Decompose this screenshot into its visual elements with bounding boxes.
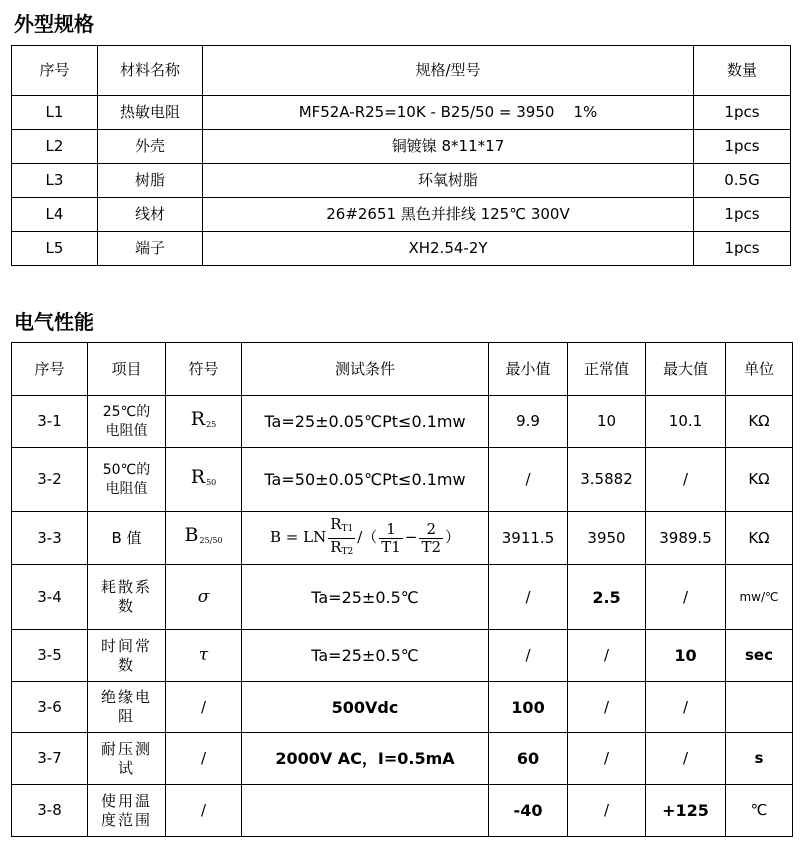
elec-no: 3-8 bbox=[12, 785, 88, 837]
elec-typ: / bbox=[568, 733, 646, 785]
elec-symbol: / bbox=[166, 733, 242, 785]
elec-item bbox=[88, 785, 166, 837]
elec-symbol: / bbox=[166, 682, 242, 733]
spec-no: L5 bbox=[12, 232, 98, 266]
elec-typ: 10 bbox=[568, 396, 646, 448]
elec-item-line1: 绝缘电 bbox=[100, 688, 152, 706]
elec-max: 10 bbox=[646, 630, 726, 682]
spec-spec: XH2.54-2Y bbox=[203, 232, 694, 266]
elec-unit: KΩ bbox=[726, 512, 793, 565]
elec-typ: 3950 bbox=[568, 512, 646, 565]
tau-symbol: τ bbox=[198, 645, 209, 665]
elec-typ: / bbox=[568, 630, 646, 682]
symbol-sub: 25/50 bbox=[199, 536, 223, 545]
table-row bbox=[12, 96, 791, 130]
elec-unit: KΩ bbox=[726, 396, 793, 448]
formula-f1-den: T1 bbox=[381, 537, 401, 556]
elec-condition: Ta=50±0.05℃Pt≤0.1mw bbox=[242, 448, 489, 512]
elec-item bbox=[88, 448, 166, 512]
elec-header-item: 项目 bbox=[88, 343, 166, 396]
spec-spec: 环氧树脂 bbox=[203, 164, 694, 198]
spec-header-qty: 数量 bbox=[694, 46, 791, 96]
elec-min: -40 bbox=[489, 785, 568, 837]
table-row bbox=[12, 682, 793, 733]
elec-header-unit: 单位 bbox=[726, 343, 793, 396]
elec-condition: Ta=25±0.5℃ bbox=[242, 565, 489, 630]
table-row bbox=[12, 512, 793, 565]
elec-symbol bbox=[166, 630, 242, 682]
spec-qty: 1pcs bbox=[694, 130, 791, 164]
spec-spec: 26#2651 黑色并排线 125℃ 300V bbox=[203, 198, 694, 232]
spec-spec: 铜镀镍 8*11*17 bbox=[203, 130, 694, 164]
spec-no: L4 bbox=[12, 198, 98, 232]
table-row bbox=[12, 448, 793, 512]
elec-table bbox=[11, 342, 793, 837]
elec-min: / bbox=[489, 565, 568, 630]
table-row bbox=[12, 565, 793, 630]
elec-unit: ℃ bbox=[726, 785, 793, 837]
spec-no: L3 bbox=[12, 164, 98, 198]
elec-min: / bbox=[489, 630, 568, 682]
elec-item-line1: 使用温 bbox=[100, 791, 152, 810]
formula-f1-num: 1 bbox=[379, 521, 403, 539]
spec-material: 端子 bbox=[98, 232, 203, 266]
elec-max: / bbox=[646, 448, 726, 512]
elec-unit: sec bbox=[726, 630, 793, 682]
elec-no: 3-7 bbox=[12, 733, 88, 785]
spec-section-title: 外型规格 bbox=[14, 12, 94, 36]
elec-item bbox=[88, 565, 166, 630]
elec-header-symbol: 符号 bbox=[166, 343, 242, 396]
symbol-main: R bbox=[190, 465, 206, 488]
elec-header-row bbox=[12, 343, 793, 396]
elec-symbol bbox=[166, 512, 242, 565]
elec-condition: 2000V AC，I=0.5mA bbox=[242, 733, 489, 785]
elec-typ: / bbox=[568, 785, 646, 837]
elec-no: 3-3 bbox=[12, 512, 88, 565]
elec-item-line1: 时间常 bbox=[100, 636, 152, 655]
elec-item-line2: 数 bbox=[117, 655, 135, 674]
formula-f2-den: T2 bbox=[421, 537, 441, 556]
formula-f2-num: 2 bbox=[419, 521, 443, 539]
formula-fraction-2 bbox=[419, 521, 443, 556]
elec-unit: s bbox=[726, 733, 793, 785]
elec-item-line2: 试 bbox=[117, 758, 135, 777]
elec-max: +125 bbox=[646, 785, 726, 837]
elec-section-title: 电气性能 bbox=[14, 310, 94, 334]
elec-item-line2: 数 bbox=[117, 597, 135, 615]
symbol-main: R bbox=[190, 407, 206, 430]
formula-fraction-r bbox=[328, 516, 355, 561]
spec-no: L1 bbox=[12, 96, 98, 130]
elec-unit bbox=[726, 682, 793, 733]
elec-min: 100 bbox=[489, 682, 568, 733]
elec-item bbox=[88, 630, 166, 682]
spec-qty: 0.5G bbox=[694, 164, 791, 198]
elec-max: / bbox=[646, 565, 726, 630]
formula-minus: − bbox=[404, 528, 418, 546]
spec-qty: 1pcs bbox=[694, 96, 791, 130]
elec-header-condition: 测试条件 bbox=[242, 343, 489, 396]
elec-item-line2: 电阻值 bbox=[105, 480, 148, 497]
b-value-formula bbox=[269, 514, 461, 557]
elec-no: 3-1 bbox=[12, 396, 88, 448]
spec-qty: 1pcs bbox=[694, 198, 791, 232]
elec-header-max: 最大值 bbox=[646, 343, 726, 396]
elec-item bbox=[88, 682, 166, 733]
table-row bbox=[12, 396, 793, 448]
elec-item-line1: 耐压测 bbox=[100, 739, 152, 758]
spec-material: 线材 bbox=[98, 198, 203, 232]
spec-header-no: 序号 bbox=[12, 46, 98, 96]
elec-item-line2: 度范围 bbox=[100, 810, 152, 829]
elec-item-line1: 50℃的 bbox=[102, 461, 151, 478]
spec-material: 热敏电阻 bbox=[98, 96, 203, 130]
spec-table bbox=[11, 45, 791, 266]
elec-item-line2: 电阻值 bbox=[105, 422, 148, 439]
elec-typ: / bbox=[568, 682, 646, 733]
elec-symbol bbox=[166, 396, 242, 448]
elec-no: 3-5 bbox=[12, 630, 88, 682]
table-row bbox=[12, 785, 793, 837]
elec-header-min: 最小值 bbox=[489, 343, 568, 396]
formula-r-den: R bbox=[330, 537, 342, 556]
spec-material: 外壳 bbox=[98, 130, 203, 164]
elec-item: B 值 bbox=[88, 512, 166, 565]
elec-condition: 500Vdc bbox=[242, 682, 489, 733]
elec-max: 3989.5 bbox=[646, 512, 726, 565]
elec-max: / bbox=[646, 733, 726, 785]
sigma-symbol: σ bbox=[197, 586, 210, 607]
formula-fraction-1 bbox=[379, 521, 403, 556]
spec-header-row bbox=[12, 46, 791, 96]
spec-header-material: 材料名称 bbox=[98, 46, 203, 96]
elec-min: 60 bbox=[489, 733, 568, 785]
formula-r-num: R bbox=[330, 514, 342, 533]
elec-typ: 2.5 bbox=[568, 565, 646, 630]
elec-min: 3911.5 bbox=[489, 512, 568, 565]
elec-unit: mw/℃ bbox=[726, 565, 793, 630]
elec-header-no: 序号 bbox=[12, 343, 88, 396]
spec-no: L2 bbox=[12, 130, 98, 164]
elec-condition bbox=[242, 785, 489, 837]
formula-r-num-sub: T1 bbox=[341, 523, 354, 534]
elec-item-line1: 耗散系 bbox=[100, 578, 152, 596]
table-row bbox=[12, 198, 791, 232]
elec-item bbox=[88, 396, 166, 448]
elec-condition bbox=[242, 512, 489, 565]
table-row bbox=[12, 130, 791, 164]
elec-symbol bbox=[166, 448, 242, 512]
elec-max: / bbox=[646, 682, 726, 733]
formula-r-den-sub: T2 bbox=[341, 546, 354, 557]
symbol-sub: 25 bbox=[206, 419, 217, 429]
table-row bbox=[12, 630, 793, 682]
elec-unit: KΩ bbox=[726, 448, 793, 512]
table-row bbox=[12, 232, 791, 266]
elec-min: / bbox=[489, 448, 568, 512]
spec-qty: 1pcs bbox=[694, 232, 791, 266]
table-row bbox=[12, 164, 791, 198]
elec-symbol: / bbox=[166, 785, 242, 837]
symbol-sub: 50 bbox=[206, 477, 217, 487]
elec-no: 3-6 bbox=[12, 682, 88, 733]
elec-header-typ: 正常值 bbox=[568, 343, 646, 396]
elec-no: 3-2 bbox=[12, 448, 88, 512]
table-row bbox=[12, 733, 793, 785]
elec-item-line2: 阻 bbox=[117, 707, 135, 725]
elec-typ: 3.5882 bbox=[568, 448, 646, 512]
elec-condition: Ta=25±0.05℃Pt≤0.1mw bbox=[242, 396, 489, 448]
elec-no: 3-4 bbox=[12, 565, 88, 630]
spec-header-spec: 规格/型号 bbox=[203, 46, 694, 96]
spec-spec: MF52A-R25=10K - B25/50 = 3950 1% bbox=[203, 96, 694, 130]
formula-mid: /（ bbox=[357, 528, 378, 546]
elec-item bbox=[88, 733, 166, 785]
elec-symbol bbox=[166, 565, 242, 630]
elec-max: 10.1 bbox=[646, 396, 726, 448]
spec-material: 树脂 bbox=[98, 164, 203, 198]
elec-item-line1: 25℃的 bbox=[102, 403, 151, 420]
formula-suffix: ） bbox=[445, 528, 461, 546]
elec-condition: Ta=25±0.5℃ bbox=[242, 630, 489, 682]
symbol-main: B bbox=[184, 524, 199, 546]
formula-prefix: B = LN bbox=[269, 528, 327, 546]
elec-min: 9.9 bbox=[489, 396, 568, 448]
